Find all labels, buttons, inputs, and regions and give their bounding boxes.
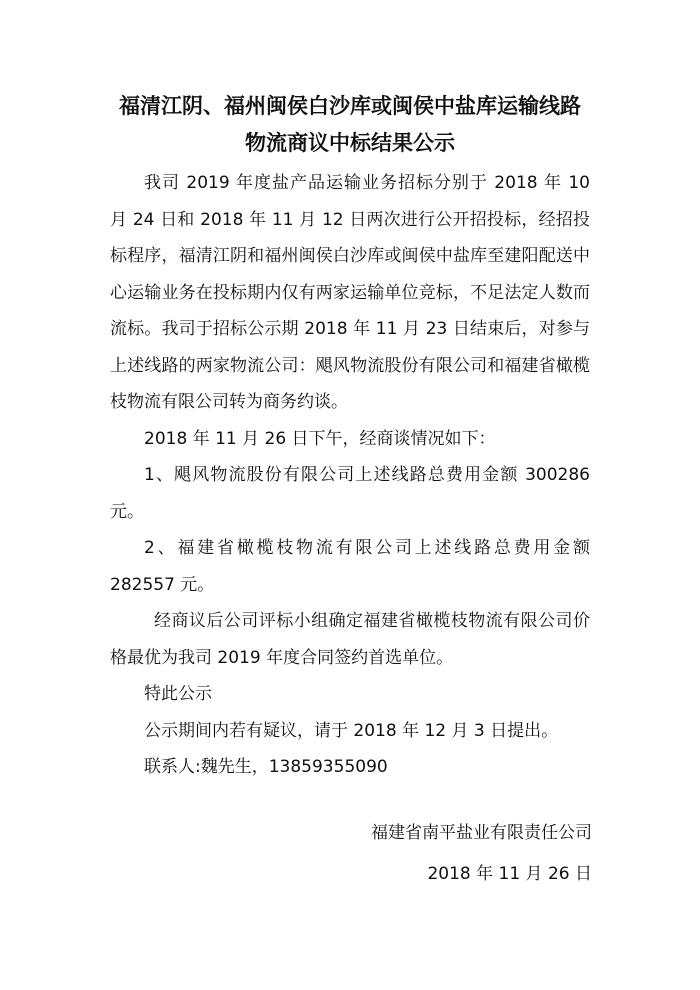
paragraph-contact: 联系人:魏先生，13859355090	[144, 757, 388, 777]
paragraph-bid-1: 1、飓风物流股份有限公司上述线路总费用金额 300286 元。	[110, 465, 590, 522]
paragraph-bid-2: 2、福建省橄榄枝物流有限公司上述线路总费用金额 282557 元。	[110, 538, 590, 595]
document-title-line-2: 物流商议中标结果公示	[245, 131, 455, 155]
paragraph-negotiation-intro: 2018 年 11 月 26 日下午，经商谈情况如下：	[144, 428, 496, 449]
document-body	[110, 165, 590, 786]
document-title-line-1: 福清江阴、福州闽侯白沙库或闽侯中盐库运输线路	[119, 94, 581, 118]
paragraph-notice: 特此公示	[144, 684, 212, 704]
paragraph-objection-deadline: 公示期间内若有疑议，请于 2018 年 12 月 3 日提出。	[144, 720, 559, 741]
signature-date: 2018 年 11 月 26 日	[427, 864, 592, 884]
paragraph-bidding-background: 我司 2019 年度盐产品运输业务招标分别于 2018 年 10 月 24 日和 2018 年 11 月 12 日两次进行公开招投标，经招投标程序，福清江阴和福州闽侯白沙库或闽侯中盐库至建阳配送中心运输业务在投标期内仅有两家运输单位竞标，不足法定人数而流标。我司于招标公示期 2018 年 11 月 23 日结束后，对参与上述线路的两家物流公司：飓风物流股份有限公司和福建省橄榄枝物流有限公司转为商务约谈。	[110, 173, 590, 412]
signature-company: 福建省南平盐业有限责任公司	[371, 823, 592, 843]
paragraph-result: 经商议后公司评标小组确定福建省橄榄枝物流有限公司价格最优为我司 2019 年度合同签约首选单位。	[110, 611, 590, 668]
